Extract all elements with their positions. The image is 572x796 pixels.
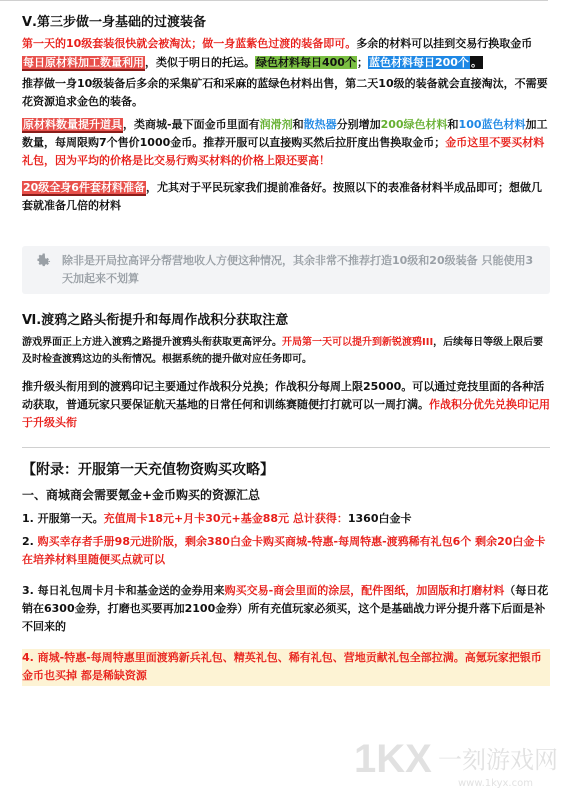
item1-text-b: 1360白金卡 [347, 512, 412, 526]
blue-material-highlight: 蓝色材料每日200个 [368, 56, 469, 70]
appendix-item-4: 4. 商城-特惠-每周特惠里面渡鸦新兵礼包、精英礼包、稀有礼包、营地贡献礼包全部拉满。高氪玩家把银币金币也买掉 都是稀缺资源 [22, 649, 550, 686]
appendix-subtitle: 一、商城商会需要氪金+金币购买的资源汇总 [22, 487, 261, 502]
appendix-title: 【附录：开服第一天充值物资购买攻略】 [22, 461, 274, 478]
item1-text-a: 1. 开服第一天。 [22, 512, 104, 526]
s5-p4-warning: 金币这里不要买材料礼包，因为平均的价格是比交易行购买材料的价格上限还要高！ [22, 136, 545, 168]
s5-paragraph-3: 推荐做一身10级装备后多余的采集矿石和采麻的蓝绿色材料出售，第二天10级的装备就会直接淘汰，不需要花资源追求金色的装备。 [22, 76, 548, 109]
s6-p1-text-a: 游戏界面正上方进入渡鸦之路提升渡鸦头衔获取更高评分。 [22, 336, 282, 348]
watermark-url: www.1kyx.com [458, 778, 533, 789]
s6-paragraph-2 [22, 378, 550, 433]
s6-p2-text: 推升级头衔用到的渡鸦印记主要通过作战积分兑换；作战积分每周上限25000。可以通过竞技里面的各种活动获取，普通玩家只要保证航天基地的日常任何和训练赛随便打打就可以一周打满。 [22, 379, 545, 412]
appendix-item-1 [22, 510, 550, 528]
appendix-divider [22, 447, 550, 448]
green-material-highlight: 绿色材料每日400个 [256, 56, 356, 70]
site-watermark [354, 728, 564, 790]
s6-p1-red: 开局第一天可以提升到新锐渡鸦III [282, 336, 434, 348]
item2-num: 2. [22, 534, 38, 548]
radiator-text: 散热器 [303, 117, 337, 131]
s5-paragraph-4 [22, 116, 550, 171]
item3-red: 购买交易-商会里面的涂层，配件图纸，加固版和打磨材料 [224, 583, 505, 597]
s5-p2-end: 。 [470, 56, 482, 70]
s5-paragraph-1 [22, 35, 550, 53]
s5-p4-text-b: 和 [292, 117, 304, 131]
item3-text-a: 3. 每日礼包周卡月卡和基金送的金券用来 [22, 583, 225, 597]
note-text: 除非是开局拉高评分帮营地收人方便这种情况，其余非常不推荐打造10级和20级装备 只能使用3天加起来不划算 [62, 253, 534, 285]
s5-p2-sep: ； [356, 56, 368, 70]
s5-p4-tag: 原材料数量提升道具 [23, 117, 122, 131]
appendix-item-2 [22, 533, 550, 570]
blue-100-text: 100蓝色材料 [458, 117, 526, 131]
appendix-item-3 [22, 582, 550, 637]
section6-title: Ⅵ.渡鸦之路头衔提升和每周作战积分获取注意 [22, 312, 289, 328]
item3-text-b: （每日花销在6300金券，打磨也买要再加2100金券）所有充值玩家必须买，这个是基础战力评分提升落下后面是补不回来的 [22, 583, 549, 634]
s5-p4-text-c: 分别增加 [336, 117, 381, 131]
gear-icon [34, 252, 52, 270]
item1-red: 充值周卡18元+月卡30元+基金88元 总计获得： [103, 512, 348, 526]
s5-p5-tag: 20级全身6件套材料准备 [23, 180, 145, 194]
s6-p1-text-b: ，后续每日等级上限后要及时检查渡鸦这边的头衔情况。根据系统的提升做对应任务即可。 [22, 336, 544, 365]
s5-p2-tag: 每日原材料加工数量利用 [23, 56, 144, 70]
s5-p4-text-a: ，类商城-最下面金币里面有 [123, 117, 260, 131]
s5-paragraph-2 [22, 54, 550, 72]
section5-title: Ⅴ.第三步做一身基础的过渡装备 [22, 15, 206, 30]
s5-p4-text-e: 加工数量，每周限购7个售价1000金币。推荐开服可以直接购买然后拉肝度出售换取金币； [22, 117, 548, 150]
s5-p1-text: 多余的材料可以挂到交易行换取金币 [356, 37, 533, 50]
watermark-logo: 1KX [354, 737, 432, 781]
lubricant-text: 润滑剂 [259, 117, 293, 131]
s5-p4-text-d: 和 [447, 117, 459, 131]
green-200-text: 200绿色材料 [380, 117, 448, 131]
s6-p2-red: 作战积分优先兑换印记用于升级头衔 [22, 398, 550, 430]
info-note [22, 246, 550, 294]
s5-p2-text: ，类似于明日的托运。 [145, 56, 255, 70]
s6-paragraph-1 [22, 334, 550, 368]
watermark-name: 一刻游戏网 [438, 746, 558, 774]
s5-p5-text: ，尤其对于平民玩家我们提前准备好。按照以下的表准备材料半成品即可；想做几套就准备几倍的材料 [22, 180, 542, 213]
article-body [22, 12, 550, 686]
s5-p1-red: 第一天的10级套装很快就会被淘汰；做一身蓝紫色过渡的装备即可。 [22, 37, 357, 50]
item2-red: 购买幸存者手册98元进阶版，剩余380白金卡购买商城-特惠-每周特惠-渡鸦稀有礼包6个 剩余20白金卡在培养材料里随便买点就可以 [22, 534, 546, 567]
s5-paragraph-5 [22, 179, 550, 216]
top-divider [0, 0, 548, 1]
